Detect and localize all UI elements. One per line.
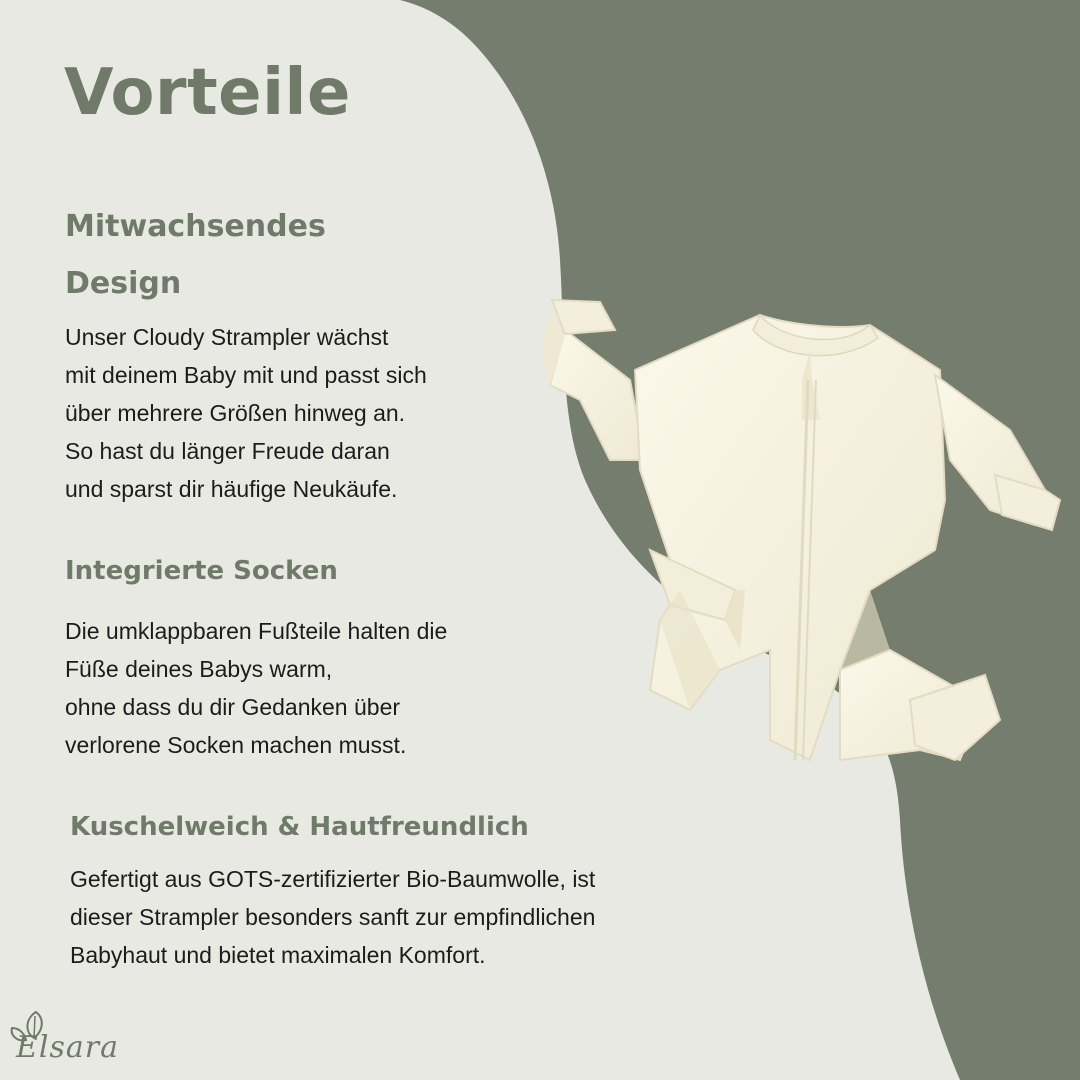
body-line: über mehrere Größen hinweg an. — [65, 400, 406, 426]
body-line: dieser Strampler besonders sanft zur empfindlichen — [70, 904, 596, 930]
section-body-kuschelweich — [70, 860, 595, 974]
body-line: ohne dass du dir Gedanken über — [65, 694, 401, 720]
section-title-design — [65, 198, 326, 312]
body-line: mit deinem Baby mit und passt sich — [65, 362, 427, 388]
section-title-socken: Integrierte Socken — [65, 556, 338, 586]
body-line: Babyhaut und bietet maximalen Komfort. — [70, 942, 486, 968]
body-line: verlorene Socken machen musst. — [65, 732, 407, 758]
body-line: So hast du länger Freude daran — [65, 438, 390, 464]
brand-logo: Elsara — [16, 1030, 120, 1065]
body-line: Gefertigt aus GOTS-zertifizierter Bio-Baumwolle, ist — [70, 866, 596, 892]
body-line: und sparst dir häufige Neukäufe. — [65, 476, 398, 502]
section-title-line: Mitwachsendes — [65, 209, 326, 244]
section-body-design — [65, 318, 427, 508]
section-title-line: Design — [65, 266, 182, 301]
page-title: Vorteile — [64, 56, 351, 130]
body-line: Die umklappbaren Fußteile halten die — [65, 618, 448, 644]
section-body-socken — [65, 612, 447, 764]
section-title-kuschelweich: Kuschelweich & Hautfreundlich — [70, 812, 529, 842]
romper-image — [540, 290, 1070, 810]
body-line: Unser Cloudy Strampler wächst — [65, 324, 389, 350]
body-line: Füße deines Babys warm, — [65, 656, 333, 682]
